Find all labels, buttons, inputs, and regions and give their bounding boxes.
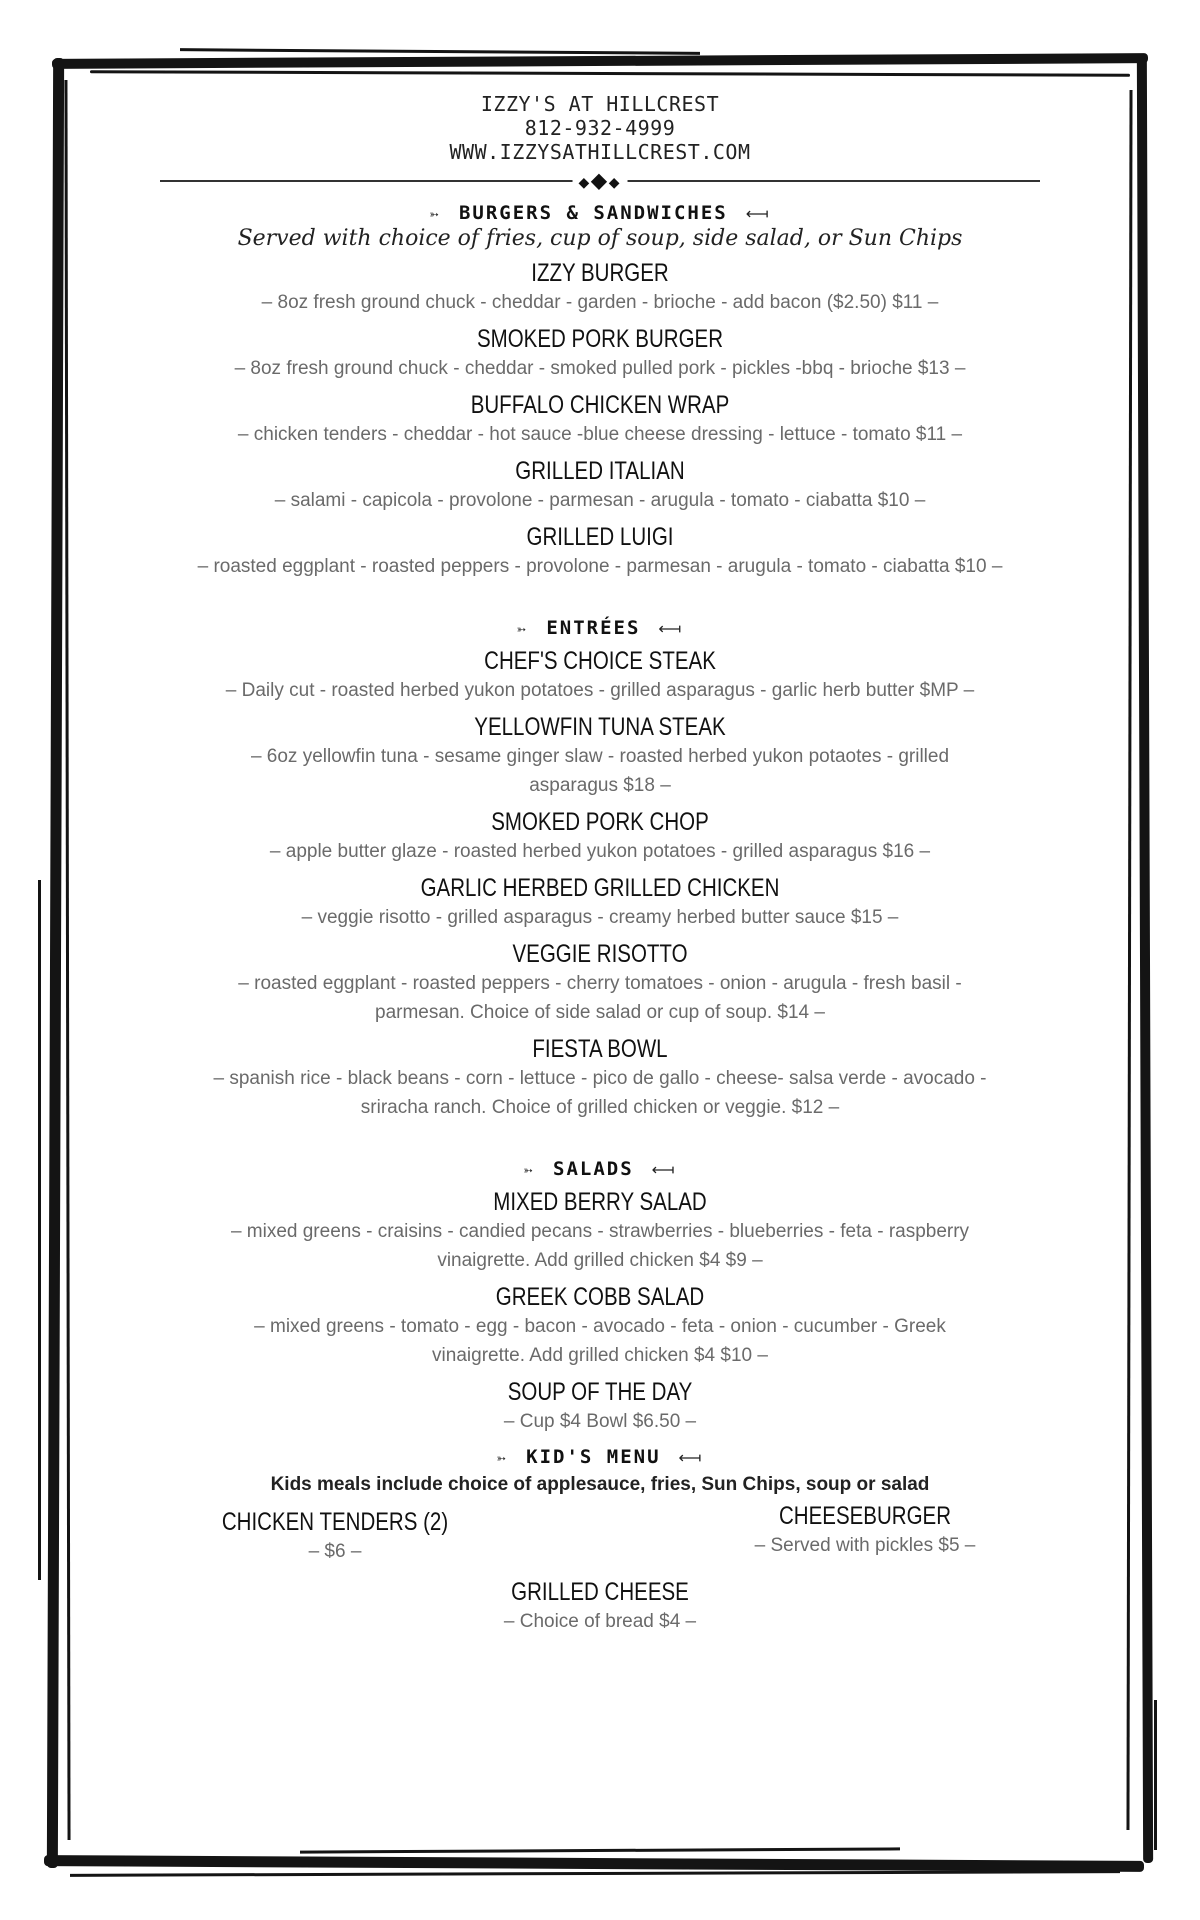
arrow-right-icon: ➳	[496, 1448, 509, 1467]
arrow-left-icon: ⟻	[745, 204, 771, 223]
section-title-entrees: ➳ ENTRÉES ⟻	[516, 617, 684, 639]
menu-item-name: GRILLED CHEESE	[511, 1578, 689, 1606]
frame-border-top	[52, 53, 1148, 69]
arrow-right-icon: ➳	[516, 619, 529, 638]
menu-item-name: BUFFALO CHICKEN WRAP	[470, 391, 730, 419]
menu-item-desc: – mixed greens - tomato - egg - bacon - avocado - feta - onion - cucumber - Greek vinaigrette. Add grilled chicken $4 $10 –	[254, 1316, 946, 1366]
menu-item-name: VEGGIE RISOTTO	[512, 940, 688, 968]
menu-item-name: MIXED BERRY SALAD	[493, 1188, 707, 1216]
menu-item-name: SOUP OF THE DAY	[507, 1378, 693, 1406]
menu-item-name: SMOKED PORK BURGER	[476, 325, 724, 353]
diamond-ornament-icon: ◆◆◆	[573, 170, 628, 193]
menu-item-name: CHEESEBURGER	[778, 1502, 951, 1530]
restaurant-phone: 812-932-4999	[524, 116, 676, 140]
menu-item-desc: – veggie risotto - grilled asparagus - creamy herbed butter sauce $15 –	[301, 907, 899, 928]
menu-item-desc: – $6 –	[308, 1541, 362, 1562]
frame-border-left-accent	[64, 80, 70, 1840]
kids-item	[700, 1502, 1030, 1560]
menu-item-name: GRILLED ITALIAN	[515, 457, 685, 485]
frame-border-bottom-accent	[300, 1847, 900, 1853]
section-title-kids: ➳ KID'S MENU ⟻	[496, 1446, 704, 1468]
arrow-left-icon: ⟻	[678, 1448, 704, 1467]
frame-border-left-accent	[38, 880, 41, 1580]
restaurant-website: WWW.IZZYSATHILLCREST.COM	[449, 140, 751, 164]
menu-item-desc: – mixed greens - craisins - candied pecans - strawberries - blueberries - feta - raspberry vinaigrette. Add grilled chicken $4 $9 –	[230, 1221, 970, 1271]
menu-item-desc: – Served with pickles $5 –	[754, 1535, 976, 1556]
menu-item-name: YELLOWFIN TUNA STEAK	[474, 713, 726, 741]
frame-border-bottom-accent	[70, 1870, 1120, 1877]
menu-item-desc: – Choice of bread $4 –	[503, 1611, 697, 1632]
menu-item-desc: – 8oz fresh ground chuck - cheddar - smoked pulled pork - pickles -bbq - brioche $13 –	[234, 358, 966, 379]
menu-item-desc: – Cup $4 Bowl $6.50 –	[503, 1411, 697, 1432]
menu-item-name: FIESTA BOWL	[532, 1035, 668, 1063]
menu-content	[170, 92, 1030, 1636]
menu-item-desc: – chicken tenders - cheddar - hot sauce -blue cheese dressing - lettuce - tomato $11 –	[237, 424, 963, 445]
menu-item-desc: – 6oz yellowfin tuna - sesame ginger slaw - roasted herbed yukon potaotes - grilled asparagus $18 –	[250, 746, 950, 796]
restaurant-name: IZZY'S AT HILLCREST	[480, 92, 720, 116]
menu-item-desc: – spanish rice - black beans - corn - lettuce - pico de gallo - cheese- salsa verde - avocado - sriracha ranch. Choice of grilled chicken or veggie. $12 –	[213, 1068, 987, 1118]
frame-border-top-accent	[180, 48, 700, 55]
menu-item-desc: – salami - capicola - provolone - parmesan - arugula - tomato - ciabatta $10 –	[274, 490, 926, 511]
menu-item-name: GARLIC HERBED GRILLED CHICKEN	[420, 874, 780, 902]
menu-item-desc: – apple butter glaze - roasted herbed yukon potatoes - grilled asparagus $16 –	[269, 841, 931, 862]
arrow-left-icon: ⟻	[658, 619, 684, 638]
frame-border-right-accent	[1126, 90, 1132, 1830]
section-title-burgers: ➳ BURGERS & SANDWICHES ⟻	[429, 202, 771, 224]
kids-items-row	[170, 1502, 1030, 1570]
kids-item	[170, 1508, 500, 1566]
menu-item-desc: – roasted eggplant - roasted peppers - provolone - parmesan - arugula - tomato - ciabatta $10 –	[197, 556, 1003, 577]
arrow-right-icon: ➳	[429, 204, 441, 223]
menu-item-name: GREEK COBB SALAD	[495, 1283, 705, 1311]
menu-item-desc: – roasted eggplant - roasted peppers - cherry tomatoes - onion - arugula - fresh basil - parmesan. Choice of side salad or cup of soup. $14 –	[238, 973, 962, 1023]
burgers-subtitle: Served with choice of fries, cup of soup, side salad, or Sun Chips	[237, 226, 963, 251]
kids-meal-note: Kids meals include choice of applesauce, fries, Sun Chips, soup or salad	[270, 1474, 930, 1495]
menu-item-name: CHICKEN TENDERS (2)	[221, 1508, 449, 1536]
frame-border-right-accent	[1154, 1700, 1157, 1850]
frame-border-bottom	[44, 1855, 1144, 1872]
section-title-salads: ➳ SALADS ⟻	[523, 1158, 677, 1180]
menu-item-name: IZZY BURGER	[531, 259, 669, 287]
arrow-right-icon: ➳	[523, 1160, 536, 1179]
frame-border-right	[1137, 58, 1153, 1863]
frame-border-left	[47, 58, 64, 1868]
menu-item-desc: – 8oz fresh ground chuck - cheddar - garden - brioche - add bacon ($2.50) $11 –	[261, 292, 939, 313]
menu-item-name: GRILLED LUIGI	[526, 523, 674, 551]
menu-item-desc: – Daily cut - roasted herbed yukon potatoes - grilled asparagus - garlic herb butter $MP –	[225, 680, 975, 701]
arrow-left-icon: ⟻	[651, 1160, 677, 1179]
menu-item-name: CHEF'S CHOICE STEAK	[484, 647, 716, 675]
header-divider	[160, 170, 1040, 192]
frame-border-top-accent	[90, 70, 1130, 77]
menu-item-name: SMOKED PORK CHOP	[491, 808, 709, 836]
